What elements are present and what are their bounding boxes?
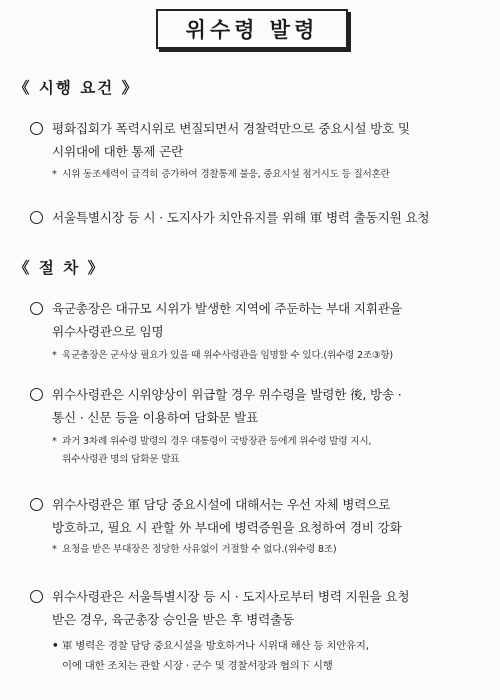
- note: [52, 636, 488, 676]
- note-line: 위수사령관 명의 담화문 발표: [62, 454, 180, 465]
- note: [52, 347, 488, 365]
- note-line: 육군총장은 군사상 필요가 있을 때 위수사령관을 임명할 수 있다.(위수령 2조③항): [62, 350, 393, 361]
- item-line: 위수사령관은 軍 담당 중요시설에 대해서는 우선 자체 병력으로: [52, 497, 391, 512]
- circle-bullet-icon: [30, 388, 43, 401]
- item-line: 위수사령관으로 임명: [52, 324, 164, 339]
- item-line: 위수사령관은 시위양상이 위급할 경우 위수령을 발령한 後, 방송 ·: [52, 387, 402, 402]
- circle-bullet-icon: [30, 498, 43, 511]
- item-line: 서울특별시장 등 시 · 도지사가 치안유지를 위해 軍 병력 출동지원 요청: [52, 210, 430, 225]
- circle-bullet-icon: [30, 302, 43, 315]
- item-line: 방호하고, 필요 시 관할 外 부대에 병력증원을 요청하여 경비 강화: [52, 520, 402, 535]
- item-line: 위수사령관은 서울특별시장 등 시 · 도지사로부터 병력 지원을 요청: [52, 589, 410, 604]
- list-item: [30, 585, 488, 631]
- item-line: 평화집회가 폭력시위로 변질되면서 경찰력만으로 중요시설 방호 및: [52, 121, 410, 136]
- note-marker: *: [52, 544, 57, 555]
- note-line: 요청을 받은 부대장은 정당한 사유없이 거절할 수 없다.(위수령 8조): [62, 544, 337, 555]
- note-marker: *: [52, 350, 57, 361]
- note-line: 시위 동조세력이 급격히 증가하여 경찰통제 불응, 중요시설 점거시도 등 질서혼란: [62, 169, 390, 180]
- note: [52, 166, 488, 184]
- circle-bullet-icon: [30, 211, 43, 224]
- item-line: 통신 · 신문 등을 이용하여 담화문 발표: [52, 410, 259, 425]
- note: [52, 433, 488, 469]
- list-item: [30, 493, 488, 539]
- item-line: 시위대에 대한 통제 곤란: [52, 144, 184, 159]
- note-marker: *: [52, 169, 57, 180]
- note-line: 과거 3차례 위수령 발령의 경우 대통령이 국방장관 등에게 위수령 발령 지시,: [62, 436, 372, 447]
- section-heading-requirements: 《 시행 요건 》: [14, 79, 140, 97]
- document-title: 위수령 발령: [156, 9, 348, 49]
- item-line: 받은 경우, 육군총장 승인을 받은 후 병력출동: [52, 612, 295, 627]
- list-item: [30, 297, 488, 343]
- note: [52, 541, 488, 559]
- circle-bullet-icon: [30, 122, 43, 135]
- item-line: 육군총장은 대규모 시위가 발생한 지역에 주둔하는 부대 지휘관을: [52, 301, 402, 316]
- section-heading-procedure: 《 절 차 》: [14, 259, 106, 277]
- note-line: 軍 병력은 경찰 담당 중요시설을 방호하거나 시위대 해산 등 치안유지,: [62, 640, 369, 652]
- note-marker: *: [52, 436, 57, 447]
- list-item: [30, 206, 488, 229]
- list-item: [30, 117, 488, 163]
- note-marker: •: [52, 640, 59, 652]
- note-line: 이에 대한 조치는 관할 시장 · 군수 및 경찰서장과 협의下 시행: [62, 660, 333, 672]
- list-item: [30, 383, 488, 429]
- circle-bullet-icon: [30, 590, 43, 603]
